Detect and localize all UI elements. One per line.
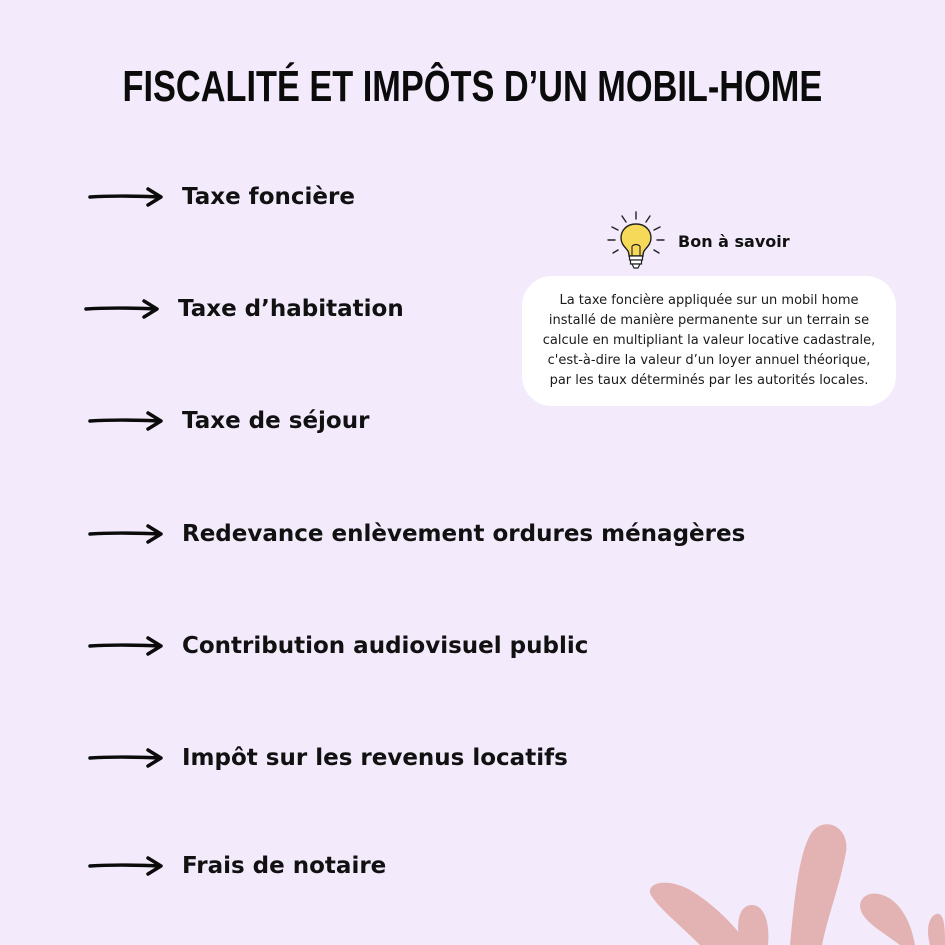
tip-text: La taxe foncière appliquée sur un mobil home installé de manière permanente sur un terrain se calcule en multipliant la valeur locative cadastrale, c'est-à-dire la valeur d’un loyer annuel théorique, par les taux déterminés par les autorités locales. xyxy=(542,293,876,388)
item-label: Taxe d’habitation xyxy=(178,296,404,322)
item-label: Frais de notaire xyxy=(182,853,387,879)
arrow-right-icon xyxy=(88,635,164,657)
page-title: FISCALITÉ ET IMPÔTS D’UN MOBIL-HOME xyxy=(122,62,823,111)
list-item xyxy=(88,514,745,554)
arrow-right-icon xyxy=(88,410,164,432)
list-item xyxy=(88,738,568,778)
list-item xyxy=(88,177,355,217)
item-label: Taxe de séjour xyxy=(182,408,370,434)
list-item xyxy=(88,846,386,886)
arrow-right-icon xyxy=(88,747,164,769)
list-item xyxy=(84,289,404,329)
tip-header xyxy=(606,210,790,272)
arrow-right-icon xyxy=(88,855,164,877)
item-label: Taxe foncière xyxy=(182,184,355,210)
tip-card xyxy=(522,276,896,406)
list-item xyxy=(88,626,588,666)
item-label: Contribution audiovisuel public xyxy=(182,633,589,659)
lightbulb-icon xyxy=(606,210,666,272)
tip-title: Bon à savoir xyxy=(678,231,790,251)
arrow-right-icon xyxy=(84,298,160,320)
item-label: Redevance enlèvement ordures ménagères xyxy=(182,521,746,547)
item-label: Impôt sur les revenus locatifs xyxy=(182,745,568,771)
arrow-right-icon xyxy=(88,186,164,208)
arrow-right-icon xyxy=(88,523,164,545)
list-item xyxy=(88,401,369,441)
